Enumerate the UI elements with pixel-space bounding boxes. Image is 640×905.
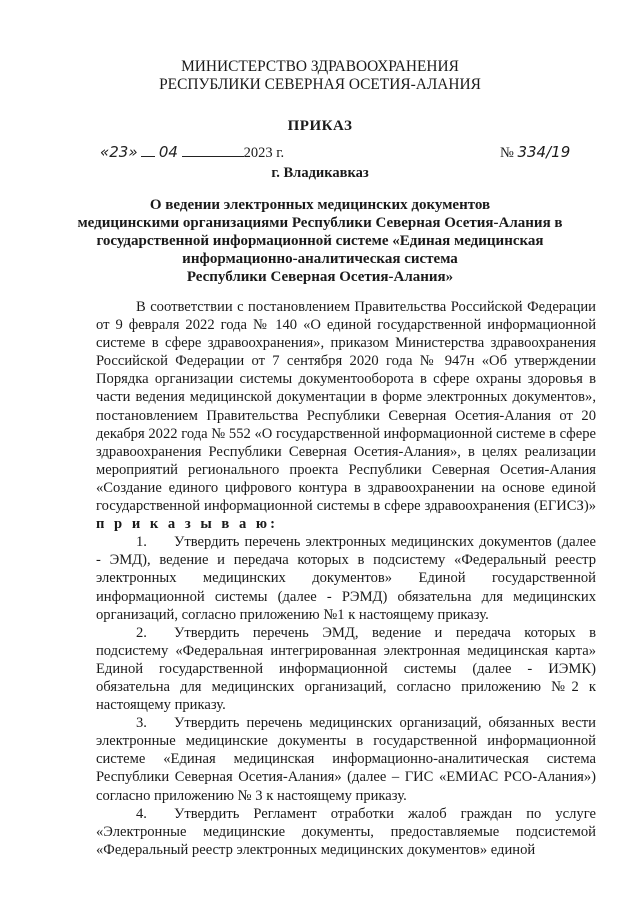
order-title: ПРИКАЗ <box>287 118 353 134</box>
order-item <box>96 805 596 859</box>
ministry-line-2: РЕСПУБЛИКИ СЕВЕРНАЯ ОСЕТИЯ-АЛАНИЯ <box>159 76 481 93</box>
order-item <box>96 624 596 714</box>
number-handwritten: 334/19 <box>517 143 571 161</box>
heading-line: государственной информационной системе «Единая медицинская <box>96 233 544 249</box>
heading-line: медицинскими организациями Республики Северная Осетия-Алания в <box>77 215 563 231</box>
order-number <box>500 140 570 165</box>
date-day: «23» <box>100 143 138 161</box>
item-text: Утвердить Регламент отработки жалоб граждан по услуге «Электронные медицинские документы, предоставляемые подсистемой «Федеральный реестр электронных медицинских документов» единой <box>96 805 596 858</box>
ministry-name <box>0 58 640 94</box>
item-text: Утвердить перечень медицинских организаций, обязанных вести электронные медицинские документы в государственной информационной системе «Единая медицинская информационно-аналитическая система Республики Северная Осетия-Алания» (далее – ГИС «ЕМИАС РСО-Алания») согласно приложению № 3 к настоящему приказу. <box>96 715 596 804</box>
order-item <box>96 533 596 623</box>
ordering-word: п р и к а з ы в а ю: <box>96 516 278 533</box>
date-underline <box>182 142 244 157</box>
item-number: 3. <box>136 715 147 732</box>
date-month: 04 <box>158 143 178 161</box>
preamble-paragraph <box>96 298 596 533</box>
item-text: Утвердить перечень электронных медицинских документов (далее - ЭМД), ведение и передача которых в подсистему «Федеральный реестр электронных медицинских документов» Единой государственной информационной системы (далее - РЭМД) обязательна для медицинских организаций, согласно приложению №1 к настоящему приказу. <box>96 534 596 623</box>
item-number: 4. <box>136 805 147 822</box>
order-date <box>100 140 284 165</box>
preamble-text: В соответствии с постановлением Правительства Российской Федерации от 9 февраля 2022 года № 140 «О единой государственной информационной системе в сфере здравоохранения», приказом Министерства здравоохранения Российской Федерации от 7 сентября 2020 года № 947н «Об утверждении Порядка организации системы документооборота в сфере охраны здоровья в части ведения медицинской документации в форме электронных документов», постановлением Правительства Республики Северная Осетия-Алания от 20 декабря 2022 года № 552 «О государственной информационной системе в сфере здравоохранения Республики Северная Осетия-Алания», в целях реализации мероприятий регионального проекта Республики Северная Осетия-Алания «Создание единого цифрового контура в здравоохранении на основе единой государственной информационной системы в сфере здравоохранения (ЕГИСЗ)» <box>96 299 596 515</box>
date-year: 2023 г. <box>243 145 285 161</box>
item-text: Утвердить перечень ЭМД, ведение и передача которых в подсистему «Федеральная интегрированная электронная медицинская карта» Единой государственной информационной системы (далее - ИЭМК) обязательна для медицинских организаций, согласно приложению №2 к настоящему приказу. <box>96 624 596 714</box>
document-heading <box>60 196 580 286</box>
heading-line: информационно-аналитическая система <box>182 251 458 267</box>
document-body <box>96 298 596 859</box>
ministry-line-1: МИНИСТЕРСТВО ЗДРАВООХРАНЕНИЯ <box>181 58 459 75</box>
item-number: 2. <box>136 624 147 641</box>
order-item <box>96 714 596 804</box>
heading-line: О ведении электронных медицинских документов <box>149 197 491 213</box>
city: г. Владикавказ <box>271 165 369 181</box>
date-underline <box>141 142 155 157</box>
heading-line: Республики Северная Осетия-Алания» <box>186 269 454 285</box>
number-prefix: № <box>500 145 514 161</box>
item-number: 1. <box>136 534 147 551</box>
